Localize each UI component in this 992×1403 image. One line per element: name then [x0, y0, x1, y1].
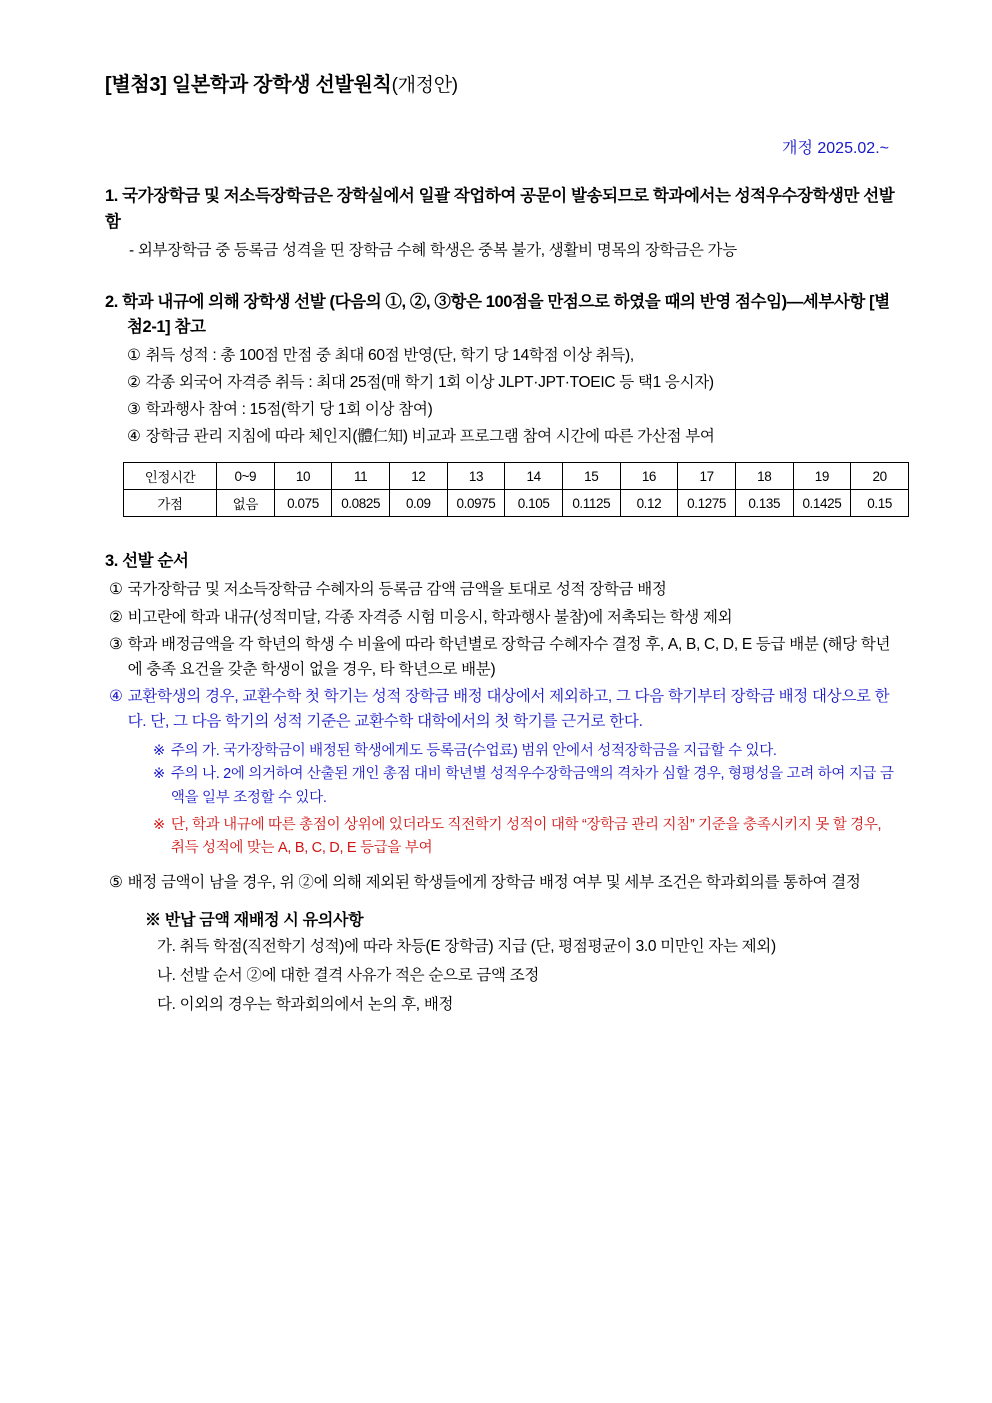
list-item-number: ④ [127, 428, 141, 446]
table-cell: 0.12 [620, 490, 678, 517]
table-cell: 0.09 [389, 490, 447, 517]
table-row-header: 인정시간 [124, 463, 217, 490]
page-title-main: [별첨3] 일본학과 장학생 선발원칙 [105, 74, 392, 96]
note-item [153, 740, 897, 763]
note-item [153, 763, 897, 809]
list-item-number: ③ [127, 401, 141, 419]
list-item [109, 870, 897, 895]
list-item-label: 배정 금액이 남을 경우, 위 ②에 의해 제외된 학생들에게 장학금 배정 여부 및 세부 조건은 학과회의를 통하여 결정 [127, 874, 861, 892]
list-item-label: 교환학생의 경우, 교환수학 첫 학기는 성적 장학금 배정 대상에서 제외하고, 그 다음 학기부터 장학금 배정 대상으로 한다. 단, 그 다음 학기의 성적 기준은 교환수학 대학에서의 첫 학기를 근거로 한다. [127, 687, 890, 731]
note-mark: ※ [153, 766, 165, 783]
section-1 [105, 184, 897, 264]
page-title-suffix: (개정안) [391, 75, 458, 96]
note-label: 주의 나. 2에 의거하여 산출된 개인 총점 대비 학년별 성적우수장학금액의 격차가 심할 경우, 형평성을 고려 하여 지급 금액을 일부 조정할 수 있다. [170, 766, 894, 806]
list-item-number: ⑤ [109, 874, 123, 892]
list-item [127, 397, 897, 422]
table-cell: 0.15 [851, 490, 909, 517]
table-cell: 13 [447, 463, 505, 490]
table-cell: 0.1425 [793, 490, 851, 517]
table-cell: 15 [562, 463, 620, 490]
table-row [124, 463, 909, 490]
table-cell: 20 [851, 463, 909, 490]
table-cell: 10 [274, 463, 332, 490]
list-item-number: ① [127, 347, 141, 365]
caution-item: 가. 취득 학점(직전학기 성적)에 따라 차등(E 장학금) 지급 (단, 평점평균이 3.0 미만인 자는 제외) [157, 938, 776, 956]
table-cell: 0.1125 [562, 490, 620, 517]
section-1-heading: 1. 국가장학금 및 저소득장학금은 장학실에서 일괄 작업하여 공문이 발송되므로 학과에서는 성적우수장학생만 선발함 [105, 187, 895, 231]
table-cell: 14 [505, 463, 563, 490]
section-3-list [105, 577, 897, 734]
section-2-heading: 2. 학과 내규에 의해 장학생 선발 (다음의 ①, ②, ③항은 100점을 만점으로 하였을 때의 반영 점수임)—세부사항 [별첨2-1] 참고 [105, 292, 890, 337]
note-item [153, 814, 897, 860]
caution-heading: ※ 반납 금액 재배정 시 유의사항 [145, 912, 364, 930]
list-item-number: ④ [109, 687, 123, 705]
table-cell: 0.105 [505, 490, 563, 517]
list-item [109, 577, 897, 602]
list-item-number: ① [109, 581, 123, 599]
table-cell: 0~9 [217, 463, 275, 490]
table-row [124, 490, 909, 517]
section-3 [105, 547, 897, 1017]
table-cell: 12 [389, 463, 447, 490]
list-item-label: 학과행사 참여 : 15점(학기 당 1회 이상 참여) [145, 401, 433, 419]
list-item [127, 424, 897, 449]
caution-item: 나. 선발 순서 ②에 대한 결격 사유가 적은 순으로 금액 조정 [157, 967, 540, 985]
note-mark: ※ [153, 743, 165, 760]
table-cell: 19 [793, 463, 851, 490]
note-label: 주의 가. 국가장학금이 배정된 학생에게도 등록금(수업료) 범위 안에서 성적장학금을 지급할 수 있다. [170, 743, 777, 760]
revision-date: 개정 2025.02.~ [782, 140, 889, 157]
list-item-label: 각종 외국어 자격증 취득 : 최대 25점(매 학기 1회 이상 JLPT·JPT·TOEIC 등 택1 응시자) [145, 374, 714, 392]
list-item [127, 343, 897, 368]
table-cell: 11 [332, 463, 390, 490]
bonus-points-table [123, 462, 909, 517]
list-item [109, 605, 897, 630]
section-3-heading: 3. 선발 순서 [105, 552, 189, 571]
page-title [105, 68, 897, 97]
table-cell: 0.1275 [678, 490, 736, 517]
note-mark: ※ [153, 816, 165, 833]
table-cell: 없음 [217, 490, 275, 517]
table-cell: 0.135 [735, 490, 793, 517]
list-item-number: ③ [109, 635, 123, 653]
section-1-subnote: - 외부장학금 중 등록금 성격을 띤 장학금 수혜 학생은 중복 불가, 생활비 명목의 장학금은 가능 [129, 242, 737, 260]
table-cell: 16 [620, 463, 678, 490]
table-cell: 0.0825 [332, 490, 390, 517]
table-row-header: 가점 [124, 490, 217, 517]
section-2 [105, 290, 897, 518]
list-item [109, 684, 897, 734]
table-cell: 0.075 [274, 490, 332, 517]
table-cell: 18 [735, 463, 793, 490]
list-item-number: ② [127, 374, 141, 392]
caution-item: 다. 이외의 경우는 학과회의에서 논의 후, 배정 [157, 996, 454, 1014]
list-item [127, 370, 897, 395]
list-item-label: 취득 성적 : 총 100점 만점 중 최대 60점 반영(단, 학기 당 14학점 이상 취득), [145, 347, 634, 365]
list-item-label: 비고란에 학과 내규(성적미달, 각종 자격증 시험 미응시, 학과행사 불참)에 저촉되는 학생 제외 [127, 608, 733, 626]
table-cell: 0.0975 [447, 490, 505, 517]
list-item-label: 학과 배정금액을 각 학년의 학생 수 비율에 따라 학년별로 장학금 수혜자수 결정 후, A, B, C, D, E 등급 배분 (해당 학년에 충족 요건을 갖춘 학생이 없을 경우, 타 학년으로 배분) [127, 635, 891, 678]
list-item [109, 632, 897, 682]
list-item-label: 장학금 관리 지침에 따라 체인지(體仁知) 비교과 프로그램 참여 시간에 따른 가산점 부여 [145, 428, 715, 446]
list-item-number: ② [109, 608, 123, 626]
list-item-label: 국가장학금 및 저소득장학금 수혜자의 등록금 감액 금액을 토대로 성적 장학금 배정 [127, 581, 667, 599]
note-label: 단, 학과 내규에 따른 총점이 상위에 있더라도 직전학기 성적이 대학 “장학금 관리 지침” 기준을 충족시키지 못 할 경우, 취득 성적에 맞는 A, B, C, D, E 등급을 부여 [170, 816, 882, 856]
table-cell: 17 [678, 463, 736, 490]
